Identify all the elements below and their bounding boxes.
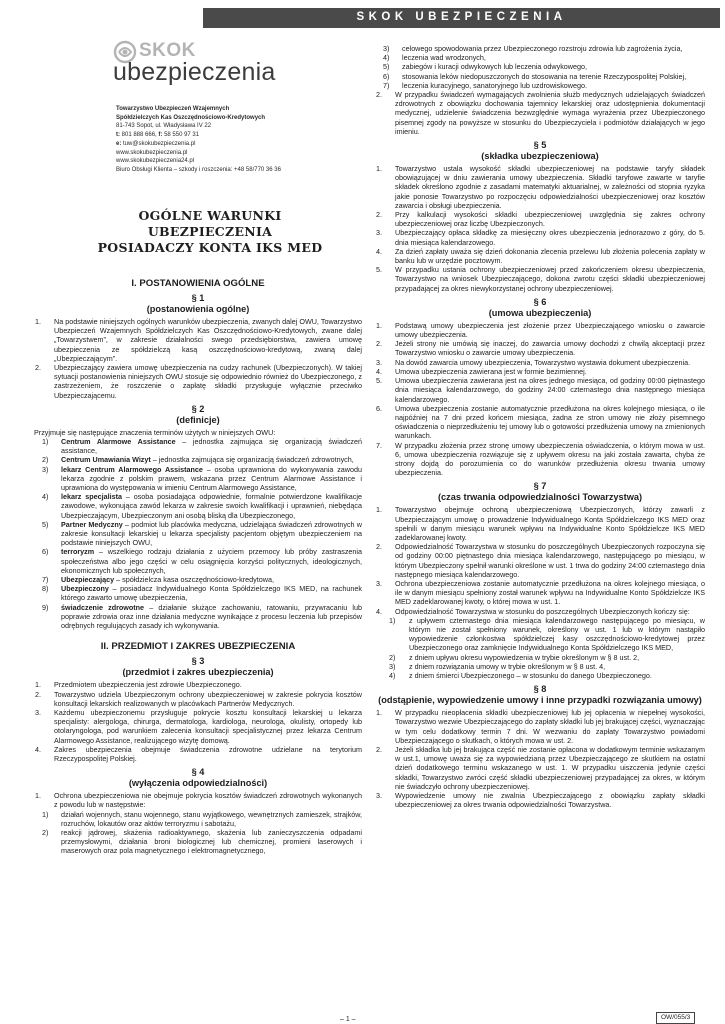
list-item (375, 44, 705, 53)
list-item (34, 745, 362, 763)
logo-top-text: SKOK (139, 40, 196, 61)
item-number: 1) (389, 615, 396, 625)
item-text: działań wojennych, stanu wojennego, stanu wyjątkowego, wewnętrznych zamieszek, strajków, rozruchów, lokautów oraz aktów terroryzmu i sabotażu, (61, 809, 362, 828)
list-item (375, 376, 705, 404)
item-text: z dniem upływu okresu wypowiedzenia w trybie określonym w § 8 ust. 2, (409, 652, 640, 662)
item-text: W przypadku ustania ochrony ubezpieczeniowej przed zakończeniem okresu ubezpieczenia, Towarzystwo na wniosek Ubezpieczającego, dokona zwrotu części składki ubezpieczeniowej przypadającej za okres niewykorzystanej ochrony ubezpieczeniowej. (395, 265, 705, 293)
item-number: 5. (376, 265, 382, 275)
list-item (375, 441, 705, 478)
item-text (61, 492, 362, 520)
section-4-sublist-b (375, 44, 705, 90)
company-info (116, 105, 346, 175)
item-text: z upływem czternastego dnia miesiąca kalendarzowego następującego po miesiącu, w którym nie został spełniony warunek, określony w ust. 1 lub w którym nastąpiło wypowiedzenie członkostwa spółdzielczej kasy oszczędnościowo-kredytowej przez Ubezpieczonego oraz zamknięcie Indywidualnego Konta Spółdzielczego IKS MED, (409, 615, 705, 653)
item-number: 4) (42, 492, 49, 502)
item-number: 3) (383, 44, 390, 53)
section-5-title: (składka ubezpieczeniowa) (481, 151, 599, 162)
definition-text: – jednostka zajmująca się organizacją świadczeń assistance, (61, 437, 362, 456)
section-3-list (34, 680, 362, 763)
section-5-number: § 5 (533, 140, 547, 151)
item-number: 2) (42, 455, 49, 465)
item-number: 3) (389, 661, 396, 671)
item-number: 7) (383, 80, 390, 90)
list-item (34, 584, 362, 602)
item-number: 4. (376, 606, 382, 616)
list-item (375, 367, 705, 376)
item-text: Wypowiedzenie umowy nie zwalnia Ubezpieczającego z obowiązku zapłaty składki ubezpieczeniowej za okres trwania odpowiedzialności Towarzystwa. (395, 791, 705, 810)
document-code: OW/055/3 (656, 1012, 695, 1024)
item-text: Podstawą umowy ubezpieczenia jest złożenie przez Ubezpieczającego wniosku o zawarcie umowy ubezpieczenia. (395, 320, 705, 340)
item-number: 1. (376, 164, 382, 174)
item-number: 1. (35, 317, 41, 326)
header-banner (203, 8, 720, 28)
section-1-list (34, 317, 362, 400)
list-item (375, 228, 705, 246)
left-column (34, 275, 362, 856)
section-6-title: (umowa ubezpieczenia) (488, 307, 592, 318)
section-2-title: (definicje) (176, 414, 220, 425)
list-item (375, 579, 705, 607)
section-8-list (375, 708, 705, 809)
section-5-list (375, 164, 705, 293)
item-number: 2. (376, 90, 382, 100)
company-name-2: Spółdzielczych Kas Oszczędnościowo-Kredytowych (116, 114, 266, 121)
list-item (375, 607, 705, 616)
definition-text: – spółdzielcza kasa oszczędnościowo-kredytowa, (114, 575, 274, 585)
list-item (34, 828, 362, 856)
item-text: Za dzień zapłaty uważa się dzień dokonania zlecenia przelewu lub złożenia polecenia zapłaty w banku lub w urzędzie pocztowym. (395, 246, 705, 266)
item-number: 3. (376, 357, 382, 367)
definition-text: – działanie służące zachowaniu, ratowaniu, przywracaniu lub poprawie zdrowia oraz inne działania medyczne wynikające z procesu leczenia lub przepisów odrębnych regulujących zasady ich wykonywania. (61, 602, 362, 631)
defined-term: Ubezpieczający (61, 575, 115, 585)
list-item (34, 492, 362, 520)
definition-text: – osoba posiadająca odpowiednie, formalnie potwierdzone kwalifikacje zawodowe, wykonująca zawód lekarza w zakresie swoich kwalifikacji i uprawnień, niebędąca Ubezpieczającym, Ubezpieczonym ani osobą bliską dla Ubezpieczonego, (61, 492, 362, 520)
item-number: 2) (389, 652, 396, 662)
title-line-3: POSIADACZY KONTA IKS MED (97, 240, 323, 255)
section-8-number: § 8 (533, 684, 547, 695)
definition-text: – wszelkiego rodzaju działania z użyciem przemocy lub próby zastraszenia społeczeństwa albo jego części w celu osiągnięcia korzyści politycznych, ideologicznych, ekonomicznych lub społecznych, (61, 547, 362, 575)
item-text: stosowania leków niedopuszczonych do stosowania na terenie Rzeczypospolitej Polskiej, (402, 71, 687, 81)
section-1-number: § 1 (191, 293, 205, 303)
item-text: z dniem śmierci Ubezpieczonego – w stosunku do danego Ubezpieczonego. (409, 670, 652, 680)
section-6-number: § 6 (533, 296, 547, 307)
title-line-2: UBEZPIECZENIA (147, 224, 273, 239)
item-text: Umowa ubezpieczenia zostanie automatycznie przedłużona na okres kolejnego miesiąca, o ile najpóźniej na 7 dni przed końcem miesiąca, żadna ze stron umowy nie złoży pisemnego oświadczenia o nieprzedłużeniu tej umowy lub o gotowości przedłużenia umowy na zmienionych warunkach. (395, 403, 705, 441)
company-web-2: www.skokubezpieczenia24.pl (116, 158, 195, 165)
item-number: 2. (376, 339, 382, 349)
item-number: 1. (35, 680, 41, 690)
list-item (34, 317, 362, 363)
item-text: Przedmiotem ubezpieczenia jest zdrowie Ubezpieczonego. (54, 680, 242, 690)
item-number: 4. (376, 246, 382, 256)
item-text: Towarzystwo obejmuje ochroną ubezpieczeniową Ubezpieczonych, którzy zawarli z Ubezpieczającym umowę o prowadzenie Indywidualnego Konta Spółdzielczego IKS MED oraz spełnili w danym miesiącu warunek wpływu na Indywidualne Konto Spółdzielcze IKS MED zadeklarowanej kwoty. (395, 505, 705, 542)
item-text (61, 520, 362, 548)
section-4-list-2 (375, 90, 705, 136)
item-number: 1. (376, 320, 382, 330)
item-text: Towarzystwo udziela Ubezpieczonym ochrony ubezpieczeniowej w zakresie pokrycia kosztów konsultacji lekarskich realizowanych w placówkach Partnerów Medycznych. (54, 689, 362, 708)
list-item (375, 616, 705, 653)
item-text (61, 437, 362, 455)
item-number: 3. (35, 707, 41, 717)
section-2-intro: Przyjmuje się następujące znaczenia terminów użytych w niniejszych OWU: (34, 427, 276, 437)
item-text: Przy kalkulacji wysokości składki ubezpieczeniowej uwzględnia się zakres ochrony ubezpieczeniowej oraz liczbę Ubezpieczonych. (395, 210, 705, 229)
section-7-title: (czas trwania odpowiedzialności Towarzystwa) (437, 492, 643, 503)
item-number: 4. (35, 744, 41, 754)
item-text (61, 465, 362, 493)
item-text: Odpowiedzialność Towarzystwa w stosunku do poszczególnych Ubezpieczonych rozpoczyna się od godziny 00:00 piętnastego dnia miesiąca kalendarzowego, następującego po miesiącu, w którym Ubezpieczony spełnił warunki określone w ust. 1 trwa do godziny 24:00 czternastego dnia następnego miesiąca kalendarzowego. (395, 542, 705, 579)
item-text: Zakres ubezpieczenia obejmuje świadczenia zdrowotne udzielane na terytorium Rzeczypospolitej Polskiej. (54, 744, 362, 763)
chapter-1-heading: I. POSTANOWIENIA OGÓLNE (131, 278, 265, 289)
item-text: Umowa ubezpieczenia zawierana jest na okres jednego miesiąca, od godziny 00:00 piętnastego dnia miesiąca kalendarzowego, do godziny 24:00 czternastego dnia następnego miesiąca kalendarzowego. (395, 376, 705, 404)
section-3-number: § 3 (191, 656, 205, 667)
item-text: zabiegów i kuracji odwykowych lub leczenia odwykowego, (402, 62, 587, 72)
defined-term: Ubezpieczony (61, 584, 109, 594)
list-item (375, 90, 705, 136)
item-text: z dniem rozwiązania umowy w trybie określonym w § 8 ust. 4, (409, 661, 606, 671)
logo-bottom-text: ubezpieczenia (113, 58, 276, 86)
list-item (34, 575, 362, 584)
list-item (375, 708, 705, 745)
list-item (34, 363, 362, 400)
company-address: 81-743 Sopot, ul. Władysława IV 22 (116, 123, 212, 130)
item-text (61, 575, 362, 584)
list-item (34, 708, 362, 745)
section-2-number: § 2 (191, 403, 205, 414)
list-item (34, 547, 362, 575)
list-item (34, 680, 362, 689)
document-title (60, 208, 360, 256)
list-item (375, 265, 705, 293)
list-item (375, 247, 705, 265)
item-number: 3. (376, 791, 382, 801)
banner-title: SKOK UBEZPIECZENIA (356, 11, 567, 23)
section-6-list (375, 321, 705, 477)
list-item (34, 810, 362, 828)
item-number: 3. (376, 578, 382, 588)
section-4-title: (wyłączenia odpowiedzialności) (128, 778, 268, 789)
list-item (375, 210, 705, 228)
section-8-title: (odstąpienie, wypowiedzenie umowy i inne przypadki rozwiązania umowy) (378, 695, 702, 706)
list-item (375, 164, 705, 210)
defined-term: Centrum Umawiania Wizyt (61, 455, 151, 465)
item-number: 6. (376, 403, 382, 413)
item-text: Ubezpieczający opłaca składkę za miesięczny okres ubezpieczenia jednorazowo z góry, do 5. dnia miesiąca kalendarzowego. (395, 228, 705, 247)
item-number: 1. (376, 505, 382, 515)
list-item (34, 455, 362, 464)
item-text: Ubezpieczający zawiera umowę ubezpieczenia na cudzy rachunek (Ubezpieczonych). W takiej sytuacji postanowienia niniejszych OWU stosuje się odpowiednio również do Ubezpieczonego, z zastrzeżeniem, że roszczenie o zapłatę składki przysługuje wyłącznie przeciwko Ubezpieczającemu. (54, 363, 362, 400)
company-logo (113, 38, 283, 90)
list-item (375, 542, 705, 579)
list-item (375, 53, 705, 62)
section-7-sublist (375, 616, 705, 680)
item-number: 2. (35, 689, 41, 699)
page-number: – 1 – (340, 1016, 356, 1023)
defined-term: świadczenie zdrowotne (61, 602, 145, 612)
item-text (61, 584, 362, 602)
item-text (61, 603, 362, 631)
item-number: 4. (376, 366, 382, 376)
item-number: 5) (383, 62, 390, 72)
company-name: Towarzystwo Ubezpieczeń Wzajemnych (116, 106, 230, 112)
item-text: Ochrona ubezpieczeniowa zostanie automatycznie przedłużona na okres kolejnego miesiąca, o ile w danym miesiącu spełniony został warunek wpływu na Indywidualne Konto Spółdzielcze IKS MED zadeklarowanej kwoty, o której mowa w ust. 1. (395, 578, 705, 607)
list-item (375, 81, 705, 90)
definition-text: – osoba uprawniona do wykonywania zawodu lekarza zgodnie z polskim prawem, wskazana przez Centrum Alarmowe Assistance i uprawniona do występowania w imieniu Centrum Alarmowego Assistance, (61, 464, 362, 493)
item-number: 4) (383, 53, 390, 63)
item-text (61, 547, 362, 575)
item-number: 7. (376, 440, 382, 450)
section-7-number: § 7 (533, 481, 547, 492)
company-office: Biuro Obsługi Klienta – szkody i roszczenia: +48 58/770 36 36 (116, 166, 281, 173)
section-4-number: § 4 (191, 767, 205, 778)
item-text: Jeżeli składka lub jej brakująca część nie zostanie opłacona w dodatkowym terminie wskazanym w ust.1, umowę uważa się za wypowiedzianą przez Ubezpieczającego ze skutkiem na ostatni dzień dodatkowego terminu wskazanego w ust. 1. W przypadku uiszczenia jedynie części składki, Towarzystwo zwróci część składki ubezpieczeniowej przypadającej za okres, w którym nie świadczyło ochrony ubezpieczeniowej. (395, 745, 705, 791)
item-text: Jeżeli strony nie umówią się inaczej, do zawarcia umowy dochodzi z chwilą akceptacji przez Towarzystwo wniosku o zawarcie umowy ubezpieczenia. (395, 339, 705, 358)
list-item (34, 437, 362, 455)
list-item (375, 791, 705, 809)
list-item (34, 520, 362, 548)
item-number: 2) (42, 827, 49, 837)
defined-term: Centrum Alarmowe Assistance (61, 437, 176, 447)
company-phone: t: 801 888 666, f: 58 550 97 31 (116, 132, 200, 139)
item-text: W przypadku świadczeń wymagających zwolnienia służb medycznych udzielających świadczeń zdrowotnych z obowiązku dochowania tajemnicy lekarskiej oraz udostępnienia dokumentacji medycznej, udzielenie świadczenia bezwzględnie wymaga wyrażenia przez Ubezpieczonego pisemnej zgody na powyższe w stosunku do Ubezpieczyciela i podmiotów działających w jego imieniu. (395, 90, 705, 136)
list-item (375, 505, 705, 542)
list-item (34, 690, 362, 708)
item-text: W przypadku nieopłacenia składki ubezpieczeniowej lub jej opłacenia w niepełnej wysokości, Towarzystwo wezwie Ubezpieczającego do zapłaty składki lub jej brakującej części, wyznaczając w tym celu dodatkowy termin 7 dni. W wezwaniu do zapłaty Towarzystwo powiadomi Ubezpieczającego o skutkach, o których mowa w ust. 2. (395, 708, 705, 745)
list-item (34, 603, 362, 631)
list-item (375, 745, 705, 791)
item-number: 7) (42, 575, 49, 585)
item-number: 5. (376, 376, 382, 386)
item-text: Umowa ubezpieczenia zawierana jest w formie bezimiennej. (395, 366, 587, 376)
item-number: 9) (42, 602, 49, 612)
list-item (375, 321, 705, 339)
item-number: 1) (42, 809, 49, 819)
section-7-list (375, 505, 705, 615)
definition-text: – posiadacz Indywidualnego Konta Spółdzielczego IKS MED, na rachunek którego zawarto umowę ubezpieczenia, (61, 584, 362, 603)
list-item (375, 653, 705, 662)
item-number: 3. (376, 228, 382, 238)
item-text: leczenia kuracyjnego, sanatoryjnego lub uzdrowiskowego. (402, 80, 587, 90)
item-text: Odpowiedzialność Towarzystwa w stosunku do poszczególnych Ubezpieczonych kończy się: (395, 606, 690, 616)
list-item (375, 339, 705, 357)
company-email: e: tuw@skokubezpieczenia.pl (116, 140, 196, 147)
item-number: 5) (42, 519, 49, 529)
item-text: Na podstawie niniejszych ogólnych warunków ubezpieczenia, zwanych dalej OWU, Towarzystwo Ubezpieczeń Wzajemnych Spółdzielczych Kas Oszczędnościowo-Kredytowych, zwane dalej „Towarzystwem”, w zakresie działalności swego przedsiębiorstwa, zawiera umowę ubezpieczenia ze spółdzielczą kasą oszczędnościowo-kredytową, zwaną dalej „Ubezpieczającym”. (54, 317, 362, 363)
item-number: 2. (376, 210, 382, 220)
item-number: 2. (376, 745, 382, 754)
section-4-list (34, 791, 362, 809)
definition-text: – jednostka zajmująca się organizacją świadczeń zdrowotnych, (150, 455, 354, 465)
list-item (375, 358, 705, 367)
item-text: W przypadku złożenia przez stronę umowy ubezpieczenia oświadczenia, o którym mowa w ust. 6, umowa ubezpieczenia rozwiązuje się z upływem okresu na jaki została zawarta, chyba że strony dojdą do porozumienia co do warunków przedłużenia okresu trwania umowy ubezpieczenia. (395, 440, 705, 478)
defined-term: terroryzm (61, 547, 95, 557)
title-line-1: OGÓLNE WARUNKI (138, 208, 282, 223)
item-number: 1) (42, 437, 49, 447)
item-number: 4) (389, 670, 396, 680)
company-web-1: www.skokubezpieczenia.pl (116, 149, 188, 156)
item-text (61, 455, 362, 464)
list-item (34, 791, 362, 809)
list-item (34, 465, 362, 493)
item-number: 1. (35, 791, 41, 801)
defined-term: lekarz Centrum Alarmowego Assistance (61, 464, 203, 474)
item-text: Ochrona ubezpieczeniowa nie obejmuje pokrycia kosztów świadczeń zdrowotnych wykonanych z powodu lub w następstwie: (54, 791, 362, 810)
item-text: Każdemu ubezpieczonemu przysługuje pokrycie kosztu konsultacji lekarskiej u lekarza specjalisty: alergologa, chirurga, dermatologa, kardiologa, neurologa, okulisty, ortopedy lub otolaryngologa, pod warunkiem zalecenia konsultacji specjalistycznej przez lekarza Centrum Alarmowego Assistance, realizującego wizytę domową. (54, 707, 362, 745)
item-number: 3) (42, 464, 49, 474)
item-text: leczenia wad wrodzonych, (402, 53, 486, 63)
item-text: Na dowód zawarcia umowy ubezpieczenia, Towarzystwo wystawia dokument ubezpieczenia. (395, 357, 691, 367)
item-text: reakcji jądrowej, skażenia radioaktywnego, skażenia lub zanieczyszczenia odpadami przemysłowymi, działania broni biologicznej lub chemicznej, promieni laserowych i maserowych oraz pola magnetycznego i elektromagnetycznego, (61, 827, 362, 856)
section-1-title: (postanowienia ogólne) (146, 304, 250, 314)
list-item (375, 62, 705, 71)
item-text: celowego spowodowania przez Ubezpieczonego rozstroju zdrowia lub zagrożenia życia, (402, 44, 683, 53)
item-number: 2. (35, 363, 41, 373)
right-column (375, 44, 705, 809)
item-number: 6) (42, 547, 49, 557)
defined-term: lekarz specjalista (61, 492, 122, 502)
defined-term: Partner Medyczny (61, 519, 123, 529)
list-item (375, 671, 705, 680)
list-item (375, 72, 705, 81)
section-3-title: (przedmiot i zakres ubezpieczenia) (122, 667, 274, 678)
chapter-2-heading: II. PRZEDMIOT I ZAKRES UBEZPIECZENIA (100, 641, 296, 653)
item-number: 6) (383, 71, 390, 81)
item-number: 8) (42, 584, 49, 594)
definition-text: – podmiot lub placówka medyczna, udzielająca świadczeń zdrowotnych w zakresie konsultacji lekarskiej u lekarza specjalisty pacjentom objętym ubezpieczeniem na podstawie niniejszych OWU, (61, 519, 362, 548)
item-text: Towarzystwo ustala wysokość składki ubezpieczeniowej na podstawie taryfy składek obowiązującej w dniu zawierania umowy ubezpieczenia. Składki taryfowe zawarte w taryfie składek określono zgodnie z zasadami matematyki aktuarialnej, w zależności od stopnia ryzyka jakie ponosie Towarzystwo po rozpoczęciu odpowiedzialności ubezpieczeniowej oraz kosztów zawarcia i obsługi ubezpieczenia. (395, 164, 705, 210)
list-item (375, 662, 705, 671)
definitions-list (34, 437, 362, 630)
item-number: 2. (376, 542, 382, 552)
section-4-sublist-a (34, 810, 362, 856)
list-item (375, 404, 705, 441)
item-number: 1. (376, 708, 382, 718)
